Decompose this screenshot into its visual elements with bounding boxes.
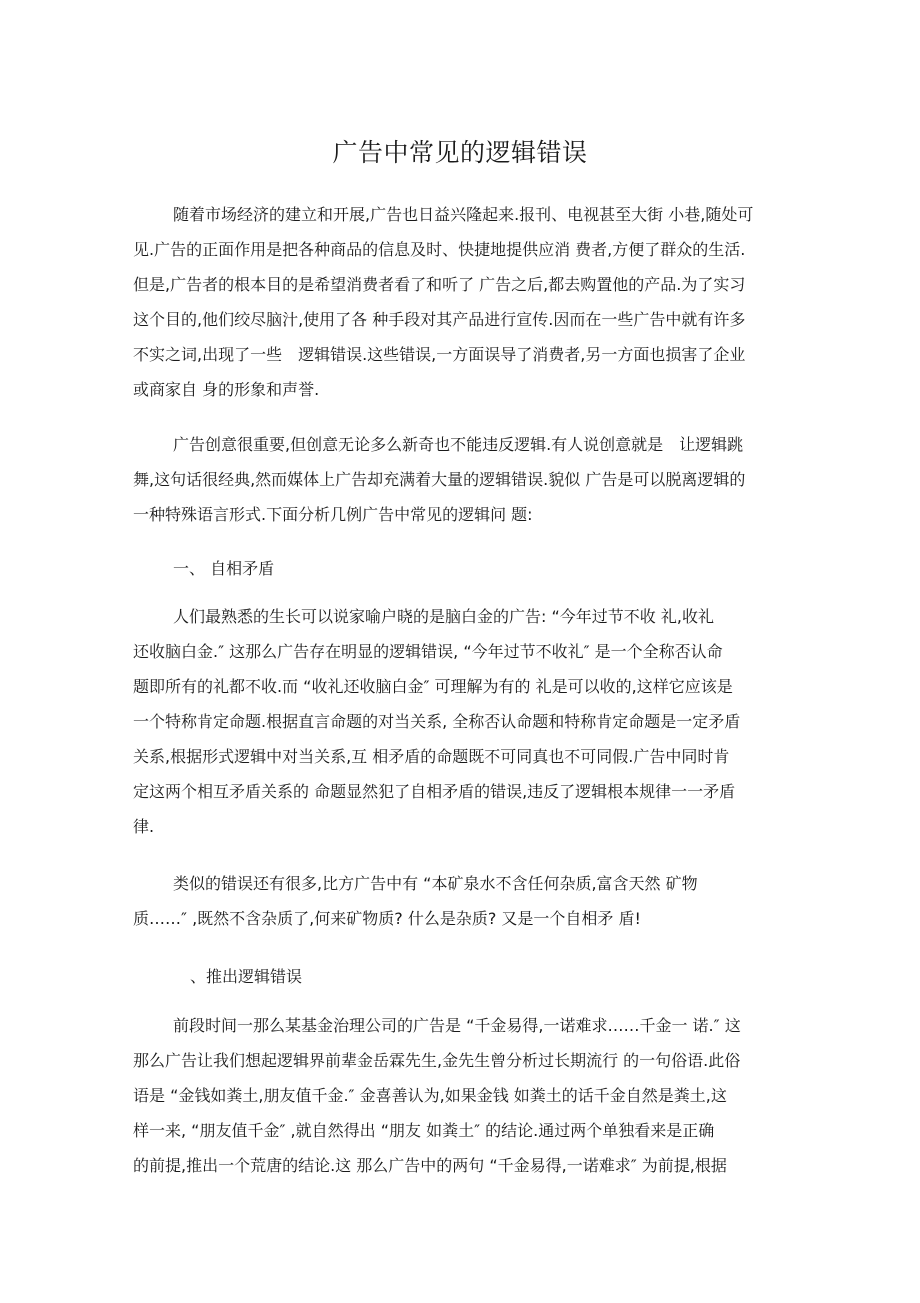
paragraph-1-line-5: 不实之词,出现了一些 逻辑错误.这些错误,一方面误导了消费者,另一方面也损害了企业 — [133, 345, 746, 364]
paragraph-5-line-5: 的前提,推出一个荒唐的结论.这 那么广告中的两句 “千金易得,一诺难求″ 为前提,根据 — [133, 1156, 727, 1175]
paragraph-3-line-5: 关系,根据形式逻辑中对当关系,互 相矛盾的命题既不可同真也不可同假.广告中同时肯 — [133, 747, 730, 766]
section-heading-2: 、推出逻辑错误 — [190, 967, 303, 986]
paragraph-2-line-3: 一种特殊语言形式.下面分析几例广告中常见的逻辑问 题: — [133, 505, 533, 524]
paragraph-2-line-1: 广告创意很重要,但创意无论多么新奇也不能违反逻辑.有人说创意就是 让逻辑跳 — [173, 435, 744, 454]
paragraph-3-line-7: 律. — [133, 817, 155, 836]
paragraph-4-line-1: 类似的错误还有很多,比方广告中有 “本矿泉水不含任何杂质,富含天然 矿物 — [173, 874, 698, 893]
paragraph-5-line-4: 样一来, “朋友值千金″ ,就自然得出 “朋友 如粪土″ 的结论.通过两个单独看来是正确 — [133, 1121, 715, 1140]
paragraph-1-line-3: 但是,广告者的根本目的是希望消费者看了和听了 广告之后,都去购置他的产品.为了实习 — [133, 275, 746, 294]
paragraph-4-line-2: 质……″ ,既然不含杂质了,何来矿物质? 什么是杂质? 又是一个自相矛 盾! — [133, 909, 641, 928]
paragraph-2-line-2: 舞,这句话很经典,然而媒体上广告却充满着大量的逻辑错误.貌似 广告是可以脱离逻辑的 — [133, 470, 746, 489]
section-heading-1: 一、 自相矛盾 — [173, 559, 275, 578]
paragraph-3-line-4: 一个特称肯定命题.根据直言命题的对当关系, 全称否认命题和特称肯定命题是一定矛盾 — [133, 712, 741, 731]
document-title: 广告中常见的逻辑错误 — [332, 138, 588, 167]
paragraph-1-line-4: 这个目的,他们绞尽脑汁,使用了各 种手段对其产品进行宣传.因而在一些广告中就有许多 — [133, 310, 746, 329]
paragraph-3-line-3: 题即所有的礼都不收.而 “收礼还收脑白金″ 可理解为有的 礼是可以收的,这样它应该是 — [133, 677, 733, 696]
paragraph-5-line-1: 前段时间一那么某基金治理公司的广告是 “千金易得,一诺难求……千金一 诺.″ 这 — [173, 1016, 741, 1035]
paragraph-5-line-2: 那么广告让我们想起逻辑界前辈金岳霖先生,金先生曾分析过长期流行 的一句俗语.此俗 — [133, 1051, 741, 1070]
paragraph-3-line-6: 定这两个相互矛盾关系的 命题显然犯了自相矛盾的错误,违反了逻辑根本规律一一矛盾 — [133, 782, 736, 801]
paragraph-1-line-1: 随着市场经济的建立和开展,广告也日益兴隆起来.报刊、电视甚至大街 小巷,随处可 — [173, 205, 754, 224]
paragraph-1-line-6: 或商家自 身的形象和声誉. — [133, 380, 320, 399]
paragraph-5-line-3: 语是 “金钱如粪土,朋友值千金.″ 金喜善认为,如果金钱 如粪土的话千金自然是粪土,这 — [133, 1086, 727, 1105]
paragraph-3-line-2: 还收脑白金.″ 这那么广告存在明显的逻辑错误, “今年过节不收礼″ 是一个全称否认命 — [133, 642, 723, 661]
paragraph-1-line-2: 见.广告的正面作用是把各种商品的信息及时、快捷地提供应消 费者,方便了群众的生活. — [133, 240, 746, 259]
paragraph-3-line-1: 人们最熟悉的生长可以说家喻户晓的是脑白金的广告: “今年过节不收 礼,收礼 — [173, 607, 714, 626]
